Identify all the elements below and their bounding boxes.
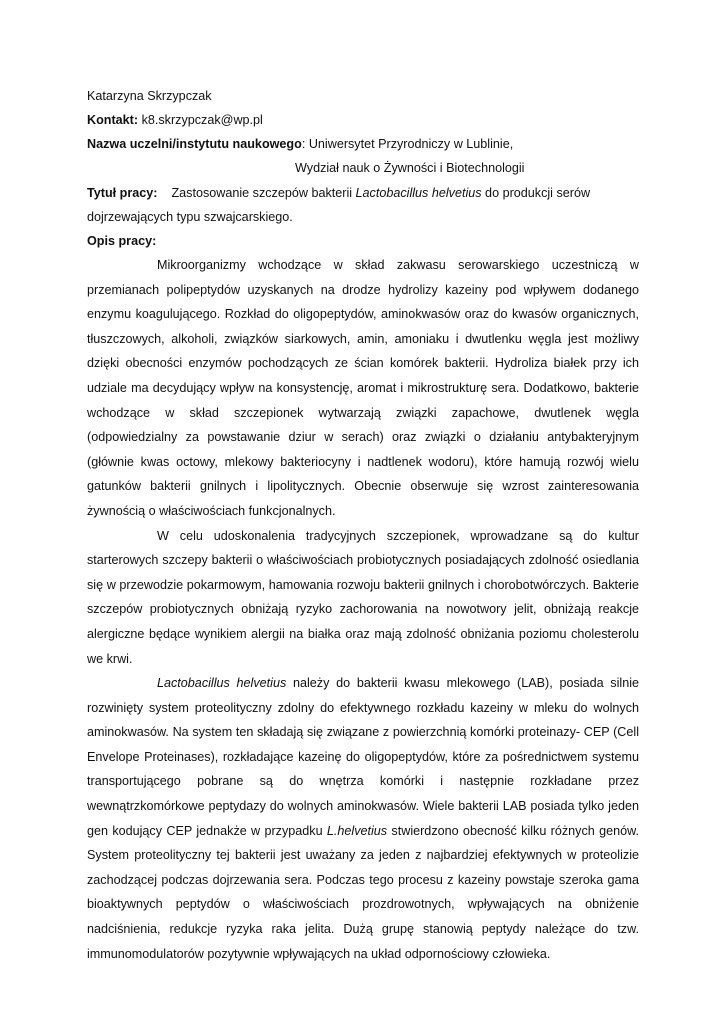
paragraph-3-text-a: należy do bakterii kwasu mlekowego (LAB), posiada silnie rozwinięty system proteolityczny zdolny do efektywnego rozkładu kazeiny w mleku do wolnych aminokwasów. Na system ten składają się związane z powierzchnią komórki proteinazy- CEP (Cell Envelope Proteinases), rozkładające kazeinę do oligopeptydów, które za pośrednictwem systemu transportującego pobrane są do wnętrza komórki i następnie rozkładane przez wewnątrzkomórkowe peptydazy do wolnych aminokwasów. Wiele bakterii LAB posiada tylko jeden gen kodujący CEP jednakże w przypadku [87,676,639,838]
title-text-part2: do produkcji serów [481,186,591,200]
title-species: Lactobacillus helvetius [355,186,482,200]
title-line-2: dojrzewających typu szwajcarskiego. [87,210,293,224]
title-text-part1: Zastosowanie szczepów bakterii [171,186,356,200]
paragraph-3-text-b: stwierdzono obecność kilku różnych genów. System proteolityczny tej bakterii jest uważany za jeden z najbardziej efektywnych w proteolizie zachodzącej podczas dojrzewania sera. Podczas tego procesu z kazeiny powstaje szeroka gama bioaktywnych peptydów o właściwościach prozdrowotnych, wpływających na obniżenie nadciśnienia, redukcje ryzyka raka jelita. Dużą grupę stanowią peptydy należące do tzw. immunomodulatorów pozytywnie wpływających na układ odpornościowy człowieka. [87,823,639,961]
institution-label: Nazwa uczelni/instytutu naukowego [87,137,302,151]
description-label: Opis pracy: [87,234,157,248]
author-name: Katarzyna Skrzypczak [87,89,212,103]
institution-line [87,132,647,156]
paragraph-1: Mikroorganizmy wchodzące w skład zakwasu serowarskiego uczestniczą w przemianach polipeptydów uzyskanych na drodze hydrolizy kazeiny pod wpływem dodanego enzymu koagulującego. Rozkład do oligopeptydów, aminokwasów oraz do kwasów organicznych, tłuszczowych, alkoholi, związków siarkowych, amin, amoniaku i dwutlenku węgla jest możliwy dzięki obecności enzymów pochodzących ze ścian komórek bakterii. Hydroliza białek przy ich udziale ma decydujący wpływ na konsystencję, aromat i mikrostrukturę sera. Dodatkowo, bakterie wchodzące w skład szczepionek wytwarzają związki zapachowe, dwutlenek węgla (odpowiedzialny za powstawanie dziur w serach) oraz związki o działaniu antybakteryjnym (głównie kwas octowy, mlekowy bakteriocyny i nadtlenek wodoru), które hamują rozwój wielu gatunków bakterii gnilnych i lipolitycznych. Obecnie obserwuje się wzrost zainteresowania żywnością o właściwościach funkcjonalnych. [87,258,639,518]
paragraph-3 [87,671,639,966]
paragraph-3-species: Lactobacillus helvetius [157,676,287,691]
institution-name: : Uniwersytet Przyrodniczy w Lublinie, [301,137,514,151]
title-block [87,181,639,253]
contact-label: Kontakt: [87,113,139,127]
institution-faculty: Wydział nauk o Żywności i Biotechnologii [295,161,525,175]
paragraph-3-species-short: L.helvetius [326,823,388,838]
description-body [87,253,639,966]
paragraph-2: W celu udoskonalenia tradycyjnych szczepionek, wprowadzane są do kultur starterowych szczepy bakterii o właściwościach probiotycznych posiadających zdolność osiedlania się w przewodzie pokarmowym, hamowania rozwoju bakterii gnilnych i chorobotwórczych. Bakterie szczepów probiotycznych obniżają ryzyko zachorowania na nowotwory jelit, obniżają reakcje alergiczne będące wynikiem alergii na białka oraz mają zdolność obniżania poziomu cholesterolu we krwi. [87,528,639,666]
title-label: Tytuł pracy: [87,186,158,200]
header-block [87,84,647,180]
contact-line [87,108,647,132]
title-line-1 [87,181,639,205]
contact-email: k8.skrzypczak@wp.pl [138,113,263,127]
